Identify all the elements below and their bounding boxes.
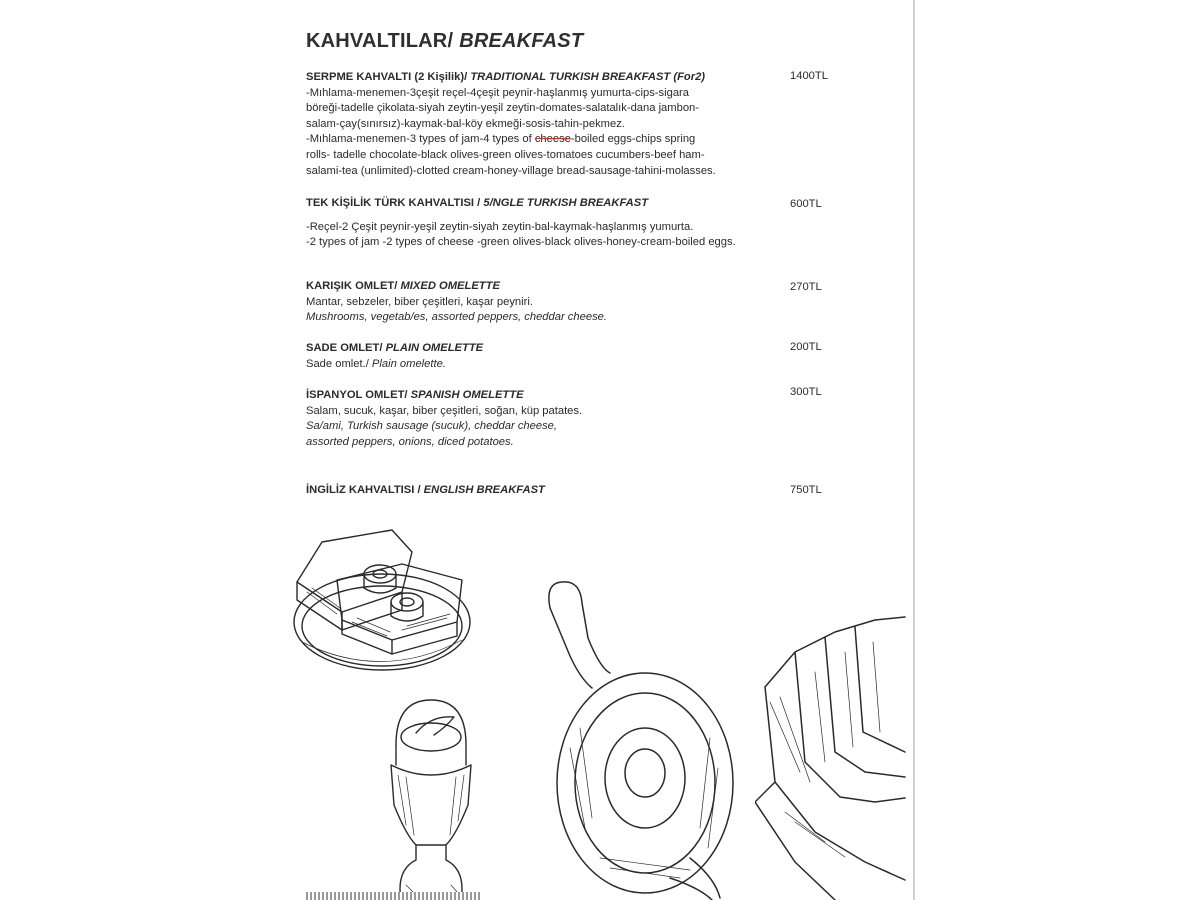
item-desc-line-en	[306, 132, 776, 148]
item-name-en: SPANISH OMELETTE	[410, 389, 524, 401]
item-desc-line: rolls- tadelle chocolate-black olives-green olives-tomatoes cucumbers-beef ham-	[306, 148, 705, 161]
item-desc-line: -2 types of jam -2 types of cheese -green olives-black olives-honey-cream-boiled eggs.	[306, 236, 736, 249]
item-price: 750TL	[790, 484, 822, 496]
menu-item-sade-omlet	[306, 341, 776, 372]
item-name-tr: İNGİLİZ KAHVALTISI /	[306, 484, 421, 496]
item-desc	[306, 357, 776, 373]
item-name-tr: TEK KİŞİLİK TÜRK KAHVALTISI /	[306, 197, 481, 209]
toast-illustration	[282, 522, 482, 682]
section-title-en: BREAKFAST	[459, 30, 584, 52]
item-desc-line: böreği-tadelle çikolata-siyah zeytin-yeşil zeytin-domates-salatalık-dana jambon-	[306, 102, 699, 115]
item-heading	[306, 70, 776, 86]
item-desc-tr: Mantar, sebzeler, biber çeşitleri, kaşar peyniri.	[306, 295, 533, 308]
item-name-tr: KARIŞIK OMLET/	[306, 280, 398, 292]
item-heading	[306, 196, 776, 212]
item-name-en: PLAIN OMELETTE	[385, 342, 484, 354]
item-desc-tr: Salam, sucuk, kaşar, biber çeşitleri, soğan, küp patates.	[306, 404, 583, 417]
item-name-tr: SERPME KAHVALTI (2 Kişilik)/	[306, 71, 468, 83]
item-desc-en: Mushrooms, vegetab/es, assorted peppers, cheddar cheese.	[306, 311, 607, 324]
menu-item-karisik-omlet	[306, 279, 776, 326]
item-price: 270TL	[790, 281, 822, 293]
item-price: 300TL	[790, 386, 822, 398]
egg-cup-illustration	[376, 695, 486, 900]
item-name-en: ENGLISH BREAKFAST	[423, 484, 545, 496]
item-name-en: 5/NGLE TURKISH BREAKFAST	[483, 197, 649, 209]
menu-item-tek-kisilik	[306, 196, 776, 251]
item-desc-line: salami-tea (unlimited)-clotted cream-honey-village bread-sausage-tahini-molasses.	[306, 164, 716, 177]
bottom-strip	[306, 892, 481, 900]
item-desc-line: -Reçel-2 Çeşit peynir-yeşil zeytin-siyah zeytin-bal-kaymak-haşlanmış yumurta.	[306, 220, 694, 233]
section-title-tr: KAHVALTILAR/	[306, 30, 454, 52]
item-name-en: TRADITIONAL TURKISH BREAKFAST (For2)	[470, 71, 706, 83]
bread-illustration	[755, 612, 910, 900]
item-desc-tr: Sade omlet./	[306, 357, 369, 370]
menu-item-ingiliz-kahvaltisi	[306, 483, 776, 499]
desc-part: -Mıhlama-menemen-3 types of jam-4 types of	[306, 133, 535, 146]
strikethrough-word: cheese	[534, 133, 571, 146]
item-price: 600TL	[790, 198, 822, 210]
item-desc-line: salam-çay(sınırsız)-kaymak-bal-köy ekmeği-sosis-tahin-pekmez.	[306, 117, 625, 130]
menu-item-serpme	[306, 70, 776, 179]
desc-part: -boiled eggs-chips spring	[570, 133, 696, 146]
item-desc-en: Sa/ami, Turkish sausage (sucuk), cheddar cheese,	[306, 420, 558, 433]
page-edge-divider	[913, 0, 915, 900]
item-desc-en: assorted peppers, onions, diced potatoes.	[306, 435, 514, 448]
item-heading	[306, 341, 776, 357]
item-name-en: MIXED OMELETTE	[400, 280, 500, 292]
menu-item-ispanyol-omlet	[306, 388, 776, 450]
item-name-tr: İSPANYOL OMLET/	[306, 389, 408, 401]
item-heading	[306, 279, 776, 295]
item-desc-line: -Mıhlama-menemen-3çeşit reçel-4çeşit peynir-haşlanmış yumurta-cips-sigara	[306, 86, 689, 99]
item-price: 200TL	[790, 341, 822, 353]
teapot-illustration	[540, 578, 740, 900]
item-heading	[306, 483, 776, 499]
item-heading	[306, 388, 776, 404]
item-desc-en: Plain omelette.	[371, 357, 446, 370]
section-title	[306, 30, 583, 53]
item-price: 1400TL	[790, 70, 828, 82]
item-name-tr: SADE OMLET/	[306, 342, 383, 354]
